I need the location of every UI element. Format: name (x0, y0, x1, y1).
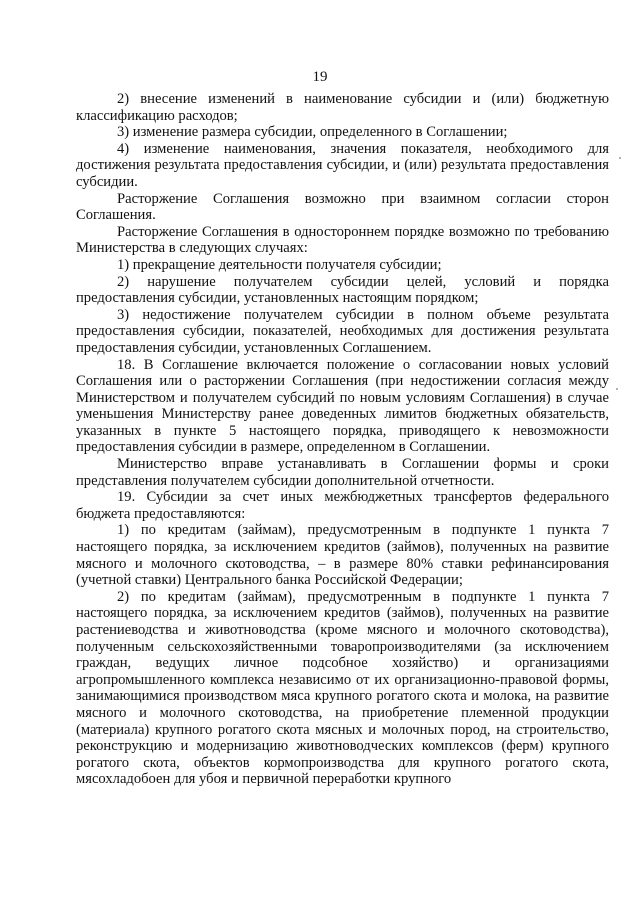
paragraph: 2) внесение изменений в наименование субсидии и (или) бюджетную классификацию расходов; (76, 91, 609, 124)
paragraph: 1) по кредитам (займам), предусмотренным в подпункте 1 пункта 7 настоящего порядка, за исключением кредитов (займов), полученных на развитие мясного и молочного скотоводства, – в размере 80% ставки рефинансирования (учетной ставки) Центрального банка Российской Федерации; (76, 522, 609, 589)
paragraph: 4) изменение наименования, значения показателя, необходимого для достижения результата предоставления субсидии, и (или) результата предоставления субсидии. (76, 140, 609, 190)
paragraph: 2) нарушение получателем субсидии целей, условий и порядка предоставления субсидии, установленных настоящим порядком; (76, 273, 609, 307)
paragraph: 1) прекращение деятельности получателя субсидии; (117, 256, 442, 273)
scan-speck (619, 157, 621, 159)
document-body (76, 91, 609, 788)
scan-speck (616, 388, 618, 390)
paragraph: Расторжение Соглашения возможно при взаимном согласии сторон Соглашения. (76, 190, 609, 224)
page-number: 19 (312, 69, 328, 85)
paragraph: 18. В Соглашение включается положение о согласовании новых условий Соглашения или о расторжении Соглашения (при недостижении согласия между Министерством и получателем субсидий по новым условиям Соглашения) в случае уменьшения Министерству ранее доведенных лимитов бюджетных обязательств, указанных в пункте 5 настоящего порядка, приводящего к невозможности предоставления субсидии в размере, определенном в Соглашении. (76, 356, 609, 456)
paragraph: 2) по кредитам (займам), предусмотренным в подпункте 1 пункта 7 настоящего порядка, за исключением кредитов (займов), полученных на развитие растениеводства и животноводства (кроме мясного и молочного скотоводства), полученным сельскохозяйственными товаропроизводителями (за исключением граждан, ведущих личное подсобное хозяйство) и организациями агропромышленного комплекса независимо от их организационно-правовой формы, занимающимися производством мяса крупного рогатого скота и молока, на развитие мясного и молочного скотоводства, на приобретение племенной продукции (материала) крупного рогатого скота мясных и молочных пород, на строительство, реконструкцию и модернизацию животноводческих комплексов (ферм) крупного рогатого скота, объектов кормопроизводства для крупного рогатого скота, мясохладобоен для убоя и первичной переработки крупного (76, 588, 609, 788)
paragraph: 3) изменение размера субсидии, определенного в Соглашении; (117, 124, 508, 141)
paragraph: 3) недостижение получателем субсидии в полном объеме результата предоставления субсидии, показателей, необходимых для достижения результата предоставления субсидии, установленных Соглашением. (76, 306, 609, 356)
paragraph: Расторжение Соглашения в одностороннем порядке возможно по требованию Министерства в следующих случаях: (76, 223, 609, 257)
paragraph: Министерство вправе устанавливать в Соглашении формы и сроки представления получателем субсидии дополнительной отчетности. (76, 456, 609, 489)
paragraph: 19. Субсидии за счет иных межбюджетных трансфертов федерального бюджета предоставляются: (76, 489, 609, 522)
